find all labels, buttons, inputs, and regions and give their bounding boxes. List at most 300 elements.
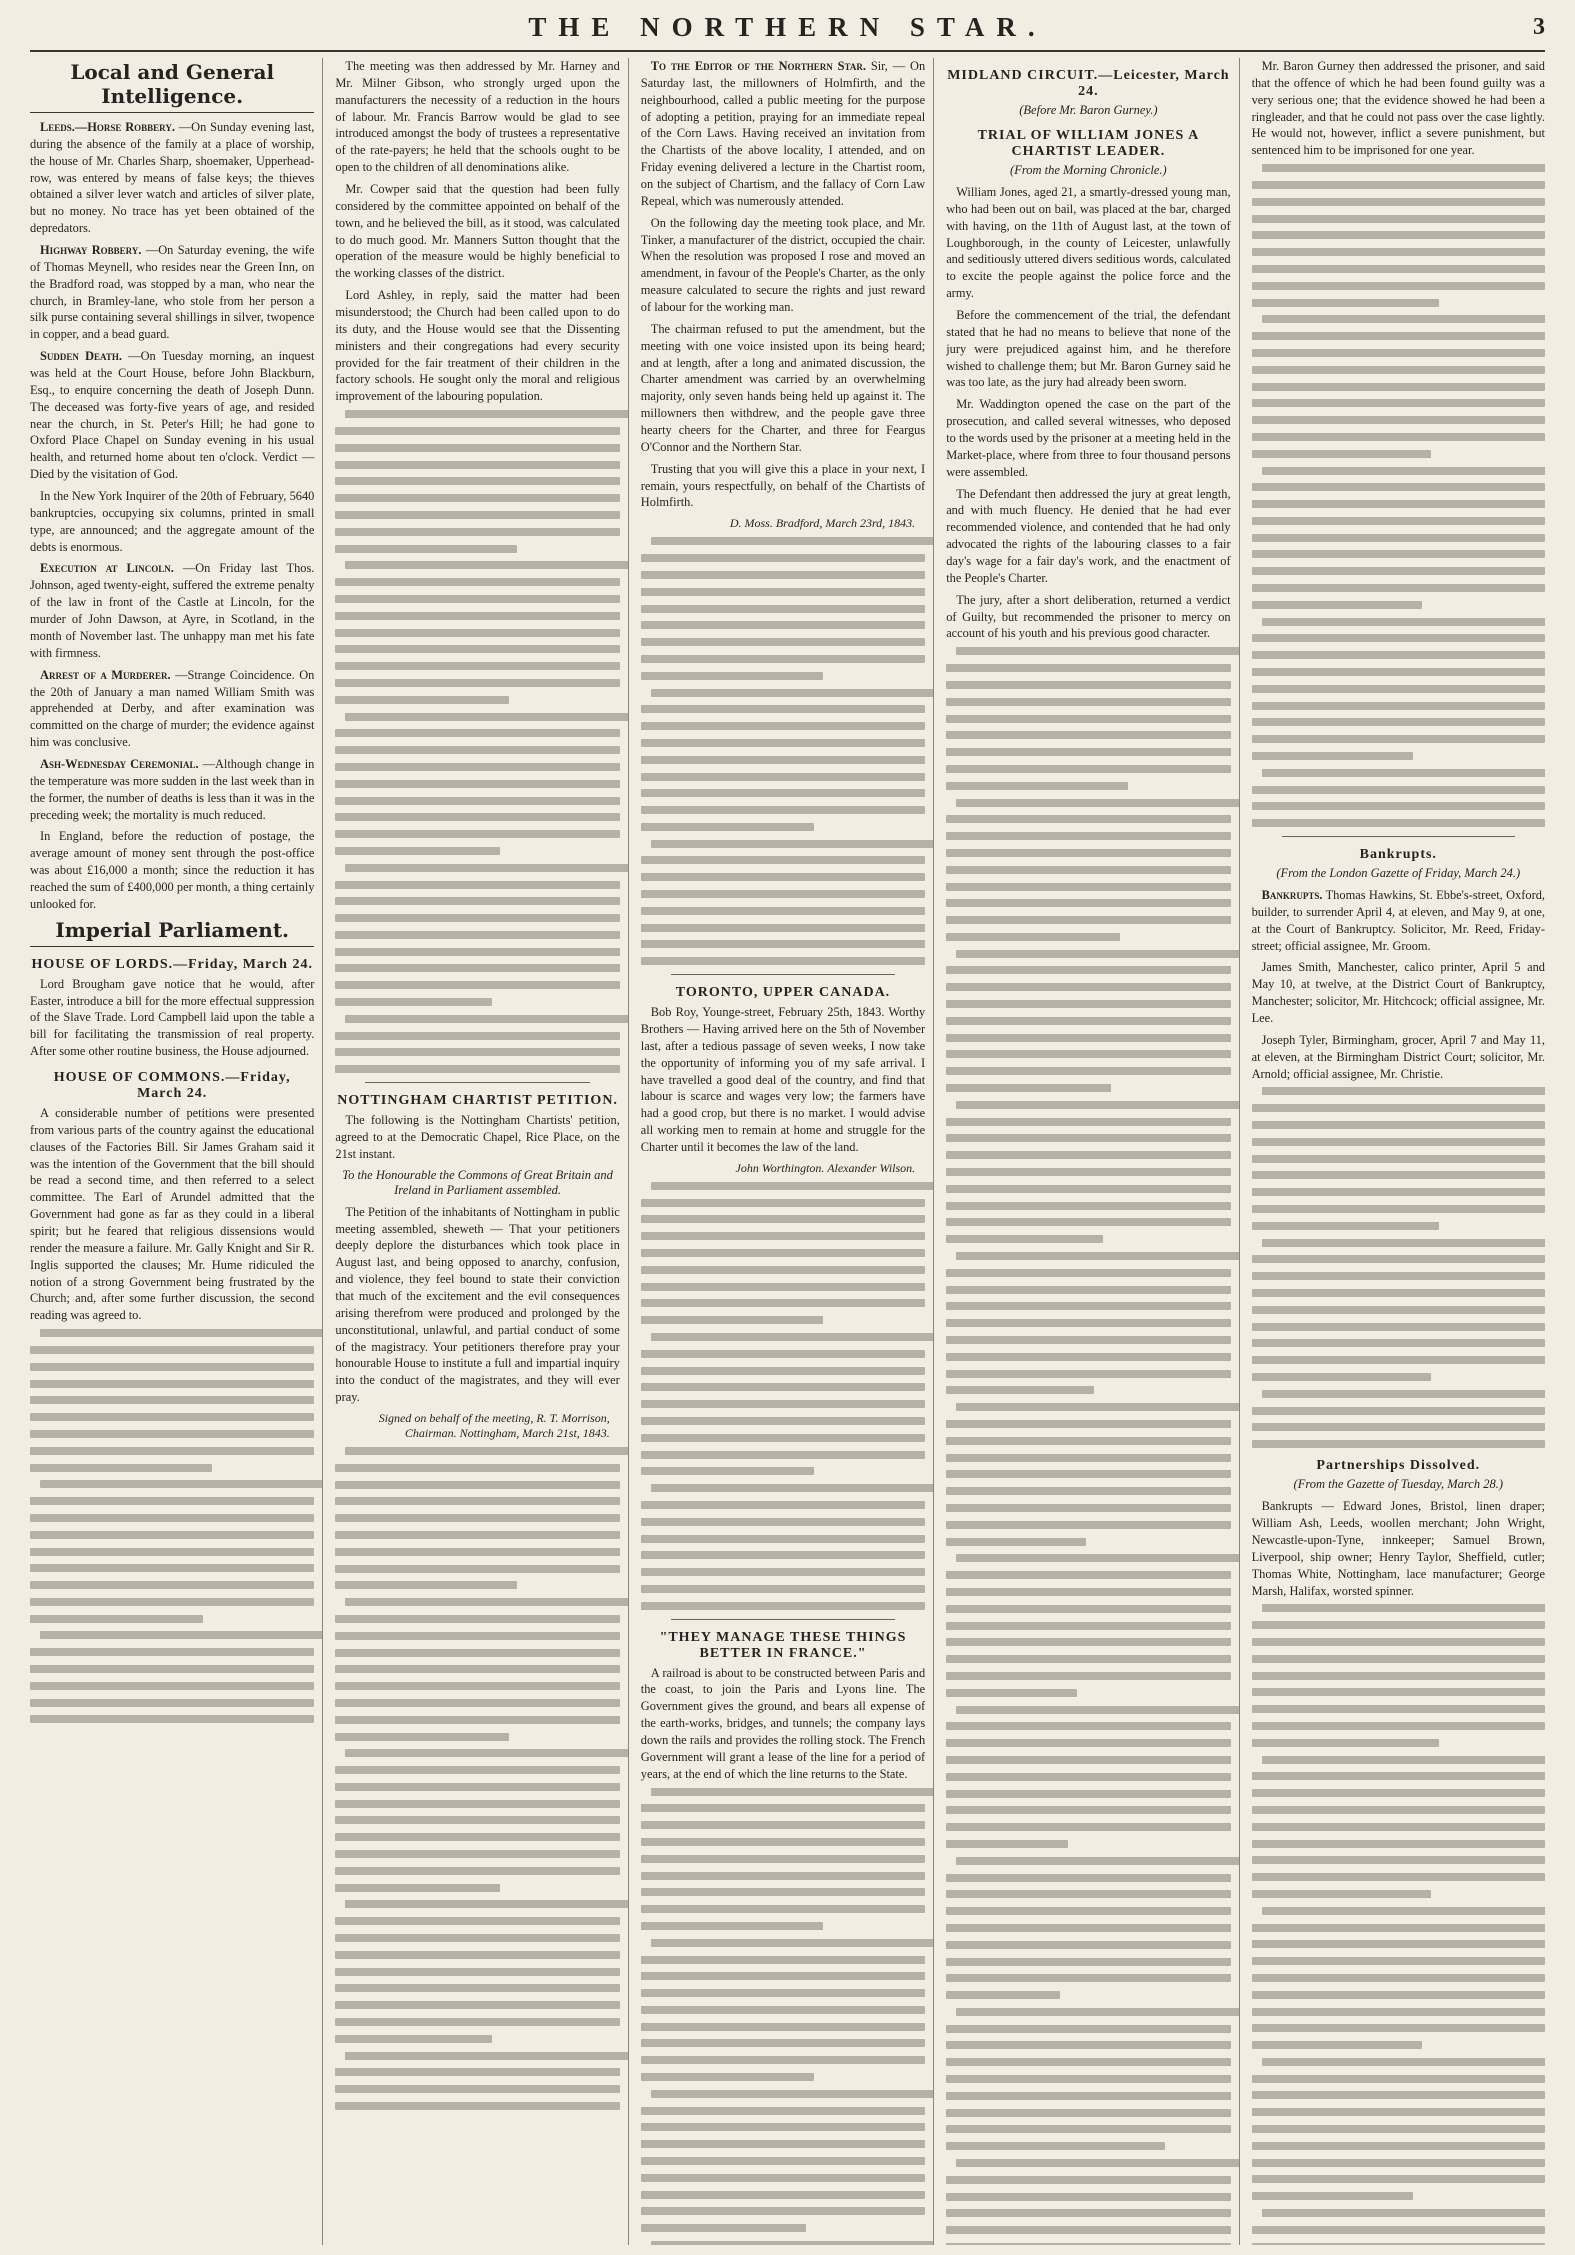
- column-text-lines: [30, 1329, 314, 1723]
- text-line: [1252, 1423, 1545, 1431]
- petition-signature: Signed on behalf of the meeting, R. T. Morrison, Chairman. Nottingham, March 21st, 1843.: [378, 1410, 610, 1440]
- text-line: [1252, 534, 1545, 542]
- text-line: [1252, 1739, 1440, 1747]
- text-line: [641, 1804, 925, 1812]
- text-line: [30, 1346, 314, 1354]
- text-line: [641, 655, 925, 663]
- text-line: [335, 1766, 619, 1774]
- partnerships-source: (From the Gazette of Tuesday, March 28.): [1293, 1477, 1504, 1492]
- text-line: [335, 1581, 517, 1589]
- text-line: [1252, 1440, 1545, 1448]
- news-item: [946, 486, 1230, 587]
- text-line: [1252, 2243, 1545, 2245]
- item-lead: To the Editor of the Northern Star.: [650, 59, 866, 73]
- text-line: [641, 2023, 925, 2031]
- text-line: [1252, 1688, 1545, 1696]
- text-line: [651, 1939, 934, 1947]
- text-line: [30, 1581, 314, 1589]
- text-line: [1252, 1991, 1545, 1999]
- text-line: [335, 1065, 619, 1073]
- text-line: [1262, 1604, 1545, 1612]
- item-lead: Sudden Death.: [40, 349, 122, 364]
- item-body: The Defendant then addressed the jury at great length, and with much fluency. He denied that he had ever recommended violence, and contended that he had only advocated the rights of the labouring classes to a fair day's wage for a fair day's work, and the enactment of the People's Charter.: [946, 486, 1231, 585]
- text-line: [335, 1649, 619, 1657]
- columns: [30, 58, 1545, 2245]
- text-line: [946, 2058, 1230, 2066]
- text-line: [1252, 1255, 1545, 1263]
- text-line: [1252, 500, 1545, 508]
- text-line: [1252, 248, 1545, 256]
- text-line: [335, 444, 619, 452]
- text-line: [641, 1551, 925, 1559]
- item-body: Sir, — On Saturday last, the millowners of Holmfirth, and the neighbourhood, called a public meeting for the purpose of adopting a petition, praying for an immediate repeal of the Corn Laws. Having received an invitation from the Chartists of the above locality, I attended, and on Friday evening delivered a lecture in the Chartist room, on the subject of Chartism, and the fallacy of Corn Law Repeal, which was numerously attended.: [640, 59, 926, 208]
- text-line: [946, 1739, 1230, 1747]
- news-item: [641, 215, 925, 316]
- text-line: [946, 1790, 1230, 1798]
- text-line: [1252, 2159, 1545, 2167]
- text-line: [641, 1568, 925, 1576]
- trial-case-title: TRIAL OF WILLIAM JONES A CHARTIST LEADER.: [977, 128, 1200, 159]
- text-line: [946, 1050, 1230, 1058]
- text-line: [946, 1454, 1230, 1462]
- text-line: [946, 2075, 1230, 2083]
- divider: [365, 1082, 589, 1083]
- item-body: The chairman refused to put the amendment, but the meeting with one voice insisted upon its being heard; and at length, after a long and animated discussion, the Charter amendment was carried by an overwhelming majority, only seven hands being held up against it. The millowners then withdrew, and the people gave three hearty cheers for the Charter, and three for Feargus O'Connor and the Northern Star.: [640, 321, 926, 454]
- text-line: [335, 494, 619, 502]
- news-item: [1252, 887, 1545, 954]
- text-line: [946, 1571, 1230, 1579]
- text-line: [946, 1202, 1230, 1210]
- text-line: [335, 477, 619, 485]
- text-line: [335, 528, 619, 536]
- text-line: [1262, 1087, 1545, 1095]
- text-line: [1252, 517, 1545, 525]
- text-line: [30, 1363, 314, 1371]
- column-5: [1252, 58, 1545, 2245]
- text-line: [1262, 1390, 1545, 1398]
- item-body: —On Tuesday morning, an inquest was held at the Court House, before John Blackburn, Esq., to enquire concerning the death of Joseph Dunn. The deceased was forty-five years of age, and resided near the church, in St. Peter's Hill; he had gone to Oxford Place Chapel on Sunday evening in his usual health, and returned home about ten o'clock. Verdict — Died by the visitation of God.: [30, 349, 315, 482]
- text-line: [641, 1602, 925, 1610]
- article-title-petition: NOTTINGHAM CHARTIST PETITION.: [337, 1093, 618, 1109]
- text-line: [641, 1266, 925, 1274]
- item-body: —On Saturday evening, the wife of Thomas Meynell, who resides near the Green Inn, on the Bradford road, was stopped by a man, who near the church, in Bramley-lane, who stole from her person a silk purse containing several shillings in silver, twopence in copper, and a bead guard.: [30, 243, 315, 342]
- news-item: [30, 756, 314, 823]
- text-line: [946, 1622, 1230, 1630]
- local-news-items: [30, 119, 314, 913]
- text-line: [946, 1437, 1230, 1445]
- text-line: [1252, 1722, 1545, 1730]
- text-line: [641, 1989, 925, 1997]
- text-line: [1252, 1205, 1545, 1213]
- text-line: [946, 933, 1119, 941]
- item-lead: Bankrupts.: [1261, 888, 1323, 903]
- text-line: [30, 1430, 314, 1438]
- text-line: [1252, 1407, 1545, 1415]
- item-body: Thomas Hawkins, St. Ebbe's-street, Oxford, builder, to surrender April 4, at eleven, and May 9, at one, at the Court of Bankruptcy. Solicitor, Mr. Reed, Friday-street; official assignee, Mr. Groom.: [1251, 888, 1545, 953]
- text-line: [641, 1417, 925, 1425]
- text-line: [956, 799, 1239, 807]
- text-line: [641, 571, 925, 579]
- text-line: [1252, 2091, 1545, 2099]
- text-line: [1252, 634, 1545, 642]
- text-line: [641, 789, 925, 797]
- text-line: [946, 1269, 1230, 1277]
- text-line: [946, 2226, 1230, 2234]
- text-line: [946, 748, 1230, 756]
- news-item: [30, 348, 314, 483]
- text-line: [335, 545, 517, 553]
- text-line: [946, 1756, 1230, 1764]
- text-line: [335, 1716, 619, 1724]
- text-line: [946, 681, 1230, 689]
- text-line: [30, 1413, 314, 1421]
- text-line: [30, 1464, 212, 1472]
- text-line: [1252, 1373, 1431, 1381]
- text-line: [946, 966, 1230, 974]
- text-line: [946, 883, 1230, 891]
- partnerships-body: Bankrupts — Edward Jones, Bristol, linen draper; William Ash, Leeds, woollen merchant; John Wright, Newcastle-upon-Tyne, innkeeper; Samuel Brown, Liverpool, ship owner; Henry Taylor, Sheffield, cutler; Thomas White, Nottingham, lace manufacturer; George Marsh, Halifax, worsted spinner.: [1251, 1499, 1545, 1598]
- text-line: [946, 1218, 1230, 1226]
- text-line: [1252, 651, 1545, 659]
- text-line: [40, 1631, 323, 1639]
- text-line: [946, 1118, 1230, 1126]
- text-line: [1262, 164, 1545, 172]
- text-line: [40, 1329, 323, 1337]
- text-line: [1252, 1940, 1545, 1948]
- text-line: [1262, 1239, 1545, 1247]
- text-line: [1252, 1856, 1545, 1864]
- text-line: [30, 1665, 314, 1673]
- petition-body: The Petition of the inhabitants of Nottingham in public meeting assembled, sheweth — That your petitioners deeply deplore the disturbances which took place in August last, and being opposed to anarchy, confusion, and violence, they feel bound to state their conviction that much of the excitement and the evil consequences arising therefrom were produced and prolonged by the unconstitutional, unlawful, and partial conduct of some of the magistracy. Your petitioners therefore pray your honourable House to institute a full and impartial inquiry into the conduct of the magistrates, and they will ever pray.: [335, 1204, 620, 1405]
- text-line: [335, 914, 619, 922]
- text-line: [641, 2006, 925, 2014]
- text-line: [641, 1434, 925, 1442]
- text-line: [946, 664, 1230, 672]
- text-line: [946, 1773, 1230, 1781]
- news-item: [30, 242, 314, 343]
- text-line: [946, 1958, 1230, 1966]
- news-item: [30, 828, 314, 912]
- article-title-france: "THEY MANAGE THESE THINGS BETTER IN FRANCE.": [659, 1629, 907, 1661]
- text-line: [946, 1084, 1111, 1092]
- parliament-sections: [30, 957, 314, 1324]
- text-line: [335, 1816, 619, 1824]
- column-2: [335, 58, 628, 2245]
- text-line: [641, 2107, 925, 2115]
- text-line: [946, 1991, 1060, 1999]
- text-line: [1252, 1638, 1545, 1646]
- text-line: [1252, 1789, 1545, 1797]
- text-line: [1252, 1655, 1545, 1663]
- text-line: [641, 605, 925, 613]
- text-line: [641, 2056, 925, 2064]
- text-line: [335, 847, 500, 855]
- text-line: [946, 1168, 1230, 1176]
- text-line: [641, 1872, 925, 1880]
- news-item: [946, 396, 1230, 480]
- text-line: [641, 1535, 925, 1543]
- text-line: [1252, 1672, 1545, 1680]
- text-line: [946, 1470, 1230, 1478]
- item-body: —On Friday last Thos. Johnson, aged twenty-eight, suffered the extreme penalty of the law in front of the Castle at Lincoln, for the murder of John Dawson, at Ayre, in Scotland, in the month of November last. The unhappy man met his fate with firmness.: [30, 561, 315, 660]
- text-line: [946, 916, 1230, 924]
- text-line: [641, 806, 925, 814]
- text-line: [946, 1588, 1230, 1596]
- text-line: [335, 2018, 619, 2026]
- item-body: In the New York Inquirer of the 20th of February, 5640 bankruptcies, occupying six columns, printed in small type, are announced; and the aggregate amount of the debts is enormous.: [30, 489, 315, 554]
- text-line: [335, 931, 619, 939]
- text-line: [946, 1235, 1102, 1243]
- text-line: [946, 2041, 1230, 2049]
- text-line: [641, 2174, 925, 2182]
- text-line: [1252, 332, 1545, 340]
- item-body: Before the commencement of the trial, the defendant stated that he had no means to believe that none of the jury were prejudiced against him, and he therefore wished to challenge them; but Mr. Baron Gurney said he was too late, as the jury had already been sworn.: [946, 308, 1231, 390]
- text-line: [1252, 1188, 1545, 1196]
- column-4: [946, 58, 1239, 2245]
- text-line: [1262, 1756, 1545, 1764]
- text-line: [335, 1917, 619, 1925]
- item-body: William Jones, aged 21, a smartly-dressed young man, who had been out on bail, was placed at the bar, charged with having, on the 11th of August last, at the town of Loughborough, in the county of Leicester, unlawfully and seditiously uttered divers seditious words, calculated to excite the people against the police force and the army.: [946, 185, 1231, 301]
- text-line: [335, 1032, 619, 1040]
- text-line: [651, 1182, 934, 1190]
- text-line: [641, 940, 925, 948]
- text-line: [335, 1699, 619, 1707]
- text-line: [30, 1380, 314, 1388]
- text-line: [1252, 668, 1545, 676]
- text-line: [1252, 1924, 1545, 1932]
- text-line: [1252, 1621, 1545, 1629]
- text-line: [946, 1386, 1094, 1394]
- text-line: [641, 1518, 925, 1526]
- text-line: [641, 2157, 925, 2165]
- news-item: [335, 287, 619, 405]
- column-text-lines: [1252, 1087, 1545, 1448]
- item-lead: Highway Robbery.: [40, 243, 142, 258]
- text-line: [335, 1800, 619, 1808]
- petition-address: To the Honourable the Commons of Great Britain and Ireland in Parliament assembled.: [342, 1167, 613, 1197]
- text-line: [1252, 383, 1545, 391]
- toronto-body: Bob Roy, Younge-street, February 25th, 1843. Worthy Brothers — Having arrived here on the 5th of November last, after a tedious passage of seven weeks, I now take the opportunity of informing you of my safe arrival. I have travelled a good deal of the country, and find that labour is scarce and wages very low; the farmers have had a good crop, but there is no market. I would advise all working men to remain at home and struggle for the Charter until it becomes the law of the land.: [640, 1005, 926, 1154]
- item-lead: Arrest of a Murderer.: [40, 667, 171, 682]
- text-line: [641, 1467, 814, 1475]
- item-body: Trusting that you will give this a place in your next, I remain, yours respectfully, on behalf of the Chartists of Holmfirth.: [640, 461, 926, 510]
- text-line: [1252, 399, 1545, 407]
- article-title-bankrupts: Bankrupts.: [1359, 847, 1437, 863]
- text-line: [946, 1151, 1230, 1159]
- text-line: [335, 1481, 619, 1489]
- text-line: [40, 1480, 323, 1488]
- text-line: [651, 2241, 934, 2245]
- column-text-lines: [641, 537, 925, 965]
- news-item: [30, 560, 314, 661]
- column-text-lines: [946, 647, 1230, 2245]
- toronto-signature: John Worthington. Alexander Wilson.: [735, 1160, 916, 1175]
- text-line: [946, 1286, 1230, 1294]
- news-item: [335, 58, 619, 176]
- article-title-circuit: MIDLAND CIRCUIT.—Leicester, March 24.: [947, 68, 1230, 99]
- text-line: [651, 1788, 934, 1796]
- text-line: [345, 561, 628, 569]
- text-line: [946, 1840, 1068, 1848]
- text-line: [1252, 1772, 1545, 1780]
- text-line: [1252, 1306, 1545, 1314]
- meeting-report-items: [335, 58, 619, 405]
- trial-judge: (Before Mr. Baron Gurney.): [1019, 103, 1158, 117]
- text-line: [1252, 718, 1545, 726]
- text-line: [1252, 735, 1545, 743]
- text-line: [641, 705, 925, 713]
- masthead: [30, 10, 1545, 52]
- text-line: [1252, 584, 1545, 592]
- text-line: [335, 2102, 619, 2110]
- section-heading-local: Local and General Intelligence.: [30, 60, 314, 113]
- text-line: [641, 2039, 925, 2047]
- item-body: Lord Ashley, in reply, said the matter had been misunderstood; the Church had been called upon to do its duty, and the House would see that the Dissenting ministers and their congregations had every security provided for the fair treatment of their children in the factory schools. He sought only the moral and religious improvement of the labouring population.: [335, 288, 620, 404]
- text-line: [1252, 786, 1545, 794]
- letter-signature: D. Moss. Bradford, March 23rd, 1843.: [729, 516, 916, 531]
- text-line: [1252, 1806, 1545, 1814]
- text-line: [946, 731, 1230, 739]
- text-line: [345, 1749, 628, 1757]
- item-body: In England, before the reduction of postage, the average amount of money sent through the post-office was about £16,000 a month; since the reduction it has reached the sum of £400,000 per month, a thing certainly unlooked for.: [30, 829, 315, 911]
- text-line: [1252, 198, 1545, 206]
- text-line: [335, 1984, 619, 1992]
- text-line: [641, 890, 925, 898]
- text-line: [1252, 282, 1545, 290]
- text-line: [30, 1598, 314, 1606]
- text-line: [1252, 181, 1545, 189]
- text-line: [335, 2085, 619, 2093]
- column-text-lines: [1252, 1604, 1545, 2245]
- text-line: [345, 713, 628, 721]
- text-line: [1252, 1823, 1545, 1831]
- text-line: [946, 1538, 1085, 1546]
- news-item: [30, 119, 314, 237]
- item-body: James Smith, Manchester, calico printer, April 5 and May 10, at twelve, at the District Court of Bankruptcy, Manchester; solicitor, Mr. Hitchcock; official assignee, Mr. Lee.: [1251, 960, 1545, 1026]
- item-body: Mr. Baron Gurney then addressed the prisoner, and said that the offence of which he had been found guilty was a very serious one; that the evidence showed he had been a ringleader, and that he could not pass over the case lightly. He would not, however, inflict a severe punishment, but sentenced him to be imprisoned for one year.: [1251, 59, 1545, 158]
- text-line: [1252, 265, 1545, 273]
- text-line: [956, 647, 1239, 655]
- item-lead: Ash-Wednesday Ceremonial.: [40, 756, 199, 771]
- text-line: [335, 1048, 619, 1056]
- text-line: [1252, 1222, 1440, 1230]
- text-line: [1252, 567, 1545, 575]
- text-line: [1252, 1974, 1545, 1982]
- text-line: [946, 2243, 1230, 2245]
- item-body: Mr. Waddington opened the case on the part of the prosecution, and called several witnesses, who deposed to the words used by the prisoner at a meeting held in the Market-place, where from three to four thousand persons were assembled.: [946, 397, 1231, 479]
- text-line: [946, 849, 1230, 857]
- text-line: [335, 1514, 619, 1522]
- text-line: [335, 679, 619, 687]
- text-line: [641, 1199, 925, 1207]
- text-line: [335, 881, 619, 889]
- text-line: [946, 1319, 1230, 1327]
- news-item: [641, 58, 925, 210]
- letter-items: [641, 58, 925, 511]
- divider: [671, 1619, 895, 1620]
- text-line: [956, 1252, 1239, 1260]
- text-line: [946, 1353, 1230, 1361]
- text-line: [641, 2123, 925, 2131]
- text-line: [946, 715, 1230, 723]
- bankrupts-list: [1252, 887, 1545, 1082]
- text-line: [946, 2109, 1230, 2117]
- item-body: On the following day the meeting took place, and Mr. Tinker, a manufacturer of the district, occupied the chair. When the resolution was proposed I rose and moved an amendment, in favour of the People's Charter, as the only measure calculated to secure the rights and just reward of labour for the working man.: [640, 215, 926, 315]
- text-line: [1252, 2226, 1545, 2234]
- text-line: [946, 2176, 1230, 2184]
- text-line: [641, 1972, 925, 1980]
- item-lead: Leeds.—Horse Robbery.: [40, 120, 175, 134]
- text-line: [641, 1956, 925, 1964]
- text-line: [956, 2008, 1239, 2016]
- item-lead: Execution at Lincoln.: [40, 561, 174, 576]
- text-line: [335, 461, 619, 469]
- text-line: [1262, 2058, 1545, 2066]
- news-item: [1252, 959, 1545, 1026]
- text-line: [641, 856, 925, 864]
- text-line: [1252, 1339, 1545, 1347]
- text-line: [641, 1400, 925, 1408]
- text-line: [641, 2207, 925, 2215]
- text-line: [335, 1615, 619, 1623]
- text-line: [345, 1447, 628, 1455]
- trial-continued-items: [1252, 58, 1545, 159]
- text-line: [651, 2090, 934, 2098]
- text-line: [651, 1484, 934, 1492]
- text-line: [641, 1905, 925, 1913]
- text-line: [335, 746, 619, 754]
- text-line: [1252, 1873, 1545, 1881]
- text-line: [335, 511, 619, 519]
- divider: [1282, 836, 1515, 837]
- text-line: [1252, 215, 1545, 223]
- text-line: [641, 873, 925, 881]
- text-line: [946, 1034, 1230, 1042]
- text-line: [956, 1857, 1239, 1865]
- text-line: [30, 1615, 203, 1623]
- text-line: [335, 981, 619, 989]
- text-line: [946, 983, 1230, 991]
- news-item: [641, 321, 925, 456]
- text-line: [946, 2025, 1230, 2033]
- section-heading-parliament: Imperial Parliament.: [30, 918, 314, 947]
- parliament-section-body: Lord Brougham gave notice that he would, after Easter, introduce a bill for the more effectual suppression of the Slave Trade. Lord Campbell laid upon the table a bill for facilitating the transmission of real property. After some other routine business, the House adjourned.: [30, 976, 315, 1059]
- news-item: [946, 184, 1230, 302]
- text-line: [345, 2052, 628, 2060]
- parliament-section-body: A considerable number of petitions were presented from various parts of the country against the educational clauses of the Factories Bill. Sir James Graham said it was the intention of the Government that the bill should be read a second time, and then referred to a select committee. The Earl of Arundel admitted that the Government had gone as far as they could in a liberal spirit; but he feared that religious dissensions would render the measure a failure. Mr. Gally Knight and Sir R. Inglis supported the clauses; Mr. Hume ridiculed the notion of a strong Government being frustrated by the Church; and, after some further discussion, the second reading was agreed to.: [30, 1105, 315, 1323]
- text-line: [641, 1215, 925, 1223]
- text-line: [30, 1531, 314, 1539]
- text-line: [335, 763, 619, 771]
- text-line: [641, 924, 925, 932]
- text-line: [1262, 315, 1545, 323]
- text-line: [1252, 550, 1545, 558]
- article-intro: The following is the Nottingham Chartists' petition, agreed to at the Democratic Chapel, Rice Place, on the 21st instant.: [335, 1113, 620, 1161]
- text-line: [335, 897, 619, 905]
- text-line: [335, 2001, 619, 2009]
- text-line: [1252, 702, 1545, 710]
- text-line: [1252, 450, 1431, 458]
- text-line: [1252, 2175, 1545, 2183]
- column-text-lines: [1252, 164, 1545, 827]
- text-line: [335, 1867, 619, 1875]
- text-line: [946, 1302, 1230, 1310]
- text-line: [641, 739, 925, 747]
- text-line: [946, 1974, 1230, 1982]
- text-line: [956, 2159, 1239, 2167]
- item-body: The meeting was then addressed by Mr. Harney and Mr. Milner Gibson, who strongly urged upon the manufacturers the necessity of a reduction in the hours of labour. Mr. Francis Barrow would be glad to see introduced amongst the body of trustees a representative of the rate-payers; he held that the schools ought to be open to the children of all denominations alike.: [335, 59, 620, 175]
- text-line: [335, 1682, 619, 1690]
